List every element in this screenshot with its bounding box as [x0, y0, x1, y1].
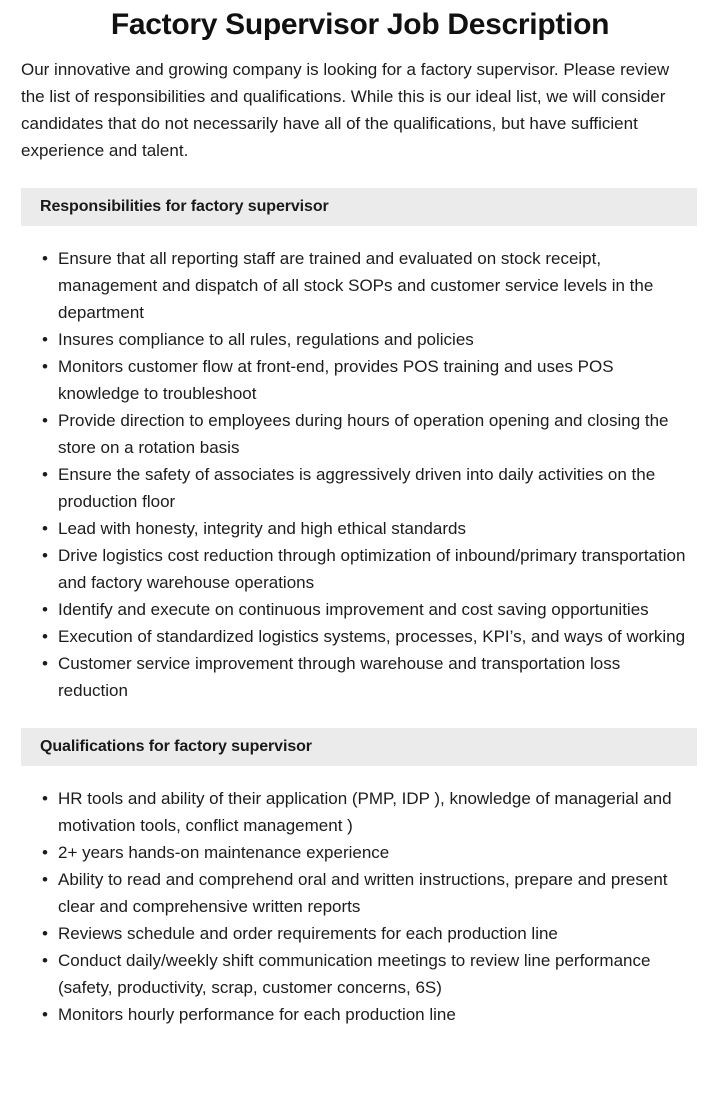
bullet-icon: •	[42, 870, 48, 889]
list-item	[0, 245, 690, 326]
bullet-icon: •	[42, 465, 48, 484]
bullet-icon: •	[42, 411, 48, 430]
list-item	[0, 461, 690, 515]
intro-paragraph: Our innovative and growing company is looking for a factory supervisor. Please review the list of responsibilities and qualifications. While this is our ideal list, we will consider candidates that do not necessarily have all of the qualifications, but have sufficient experience and talent.	[21, 60, 670, 160]
responsibilities-list	[0, 226, 720, 704]
list-item-text: Ensure that all reporting staff are trained and evaluated on stock receipt, management and dispatch of all stock SOPs and customer service levels in the department	[58, 249, 654, 322]
list-item	[0, 839, 690, 866]
list-item	[0, 785, 690, 839]
bullet-icon: •	[42, 249, 48, 268]
page-title: Factory Supervisor Job Description	[110, 8, 610, 41]
list-item-text: Identify and execute on continuous improvement and cost saving opportunities	[58, 600, 649, 619]
list-item-text: 2+ years hands-on maintenance experience	[58, 843, 390, 862]
list-item	[0, 1001, 690, 1028]
list-item	[0, 326, 690, 353]
list-item	[0, 542, 690, 596]
page-bottom-spacer	[0, 1028, 720, 1050]
list-item-text: Customer service improvement through warehouse and transportation loss reduction	[58, 654, 621, 700]
list-item-text: Ability to read and comprehend oral and written instructions, prepare and present clear and comprehensive written reports	[58, 870, 668, 916]
list-item	[0, 407, 690, 461]
list-item-text: Drive logistics cost reduction through optimization of inbound/primary transportation and factory warehouse operations	[58, 546, 686, 592]
bullet-icon: •	[42, 789, 48, 808]
list-item-text: Execution of standardized logistics systems, processes, KPI’s, and ways of working	[58, 627, 686, 646]
bullet-icon: •	[42, 546, 48, 565]
bullet-icon: •	[42, 627, 48, 646]
bullet-icon: •	[42, 1005, 48, 1024]
list-item-text: Conduct daily/weekly shift communication meetings to review line performance (safety, productivity, scrap, customer concerns, 6S)	[58, 951, 651, 997]
list-item	[0, 920, 690, 947]
bullet-icon: •	[42, 330, 48, 349]
bullet-icon: •	[42, 654, 48, 673]
list-item	[0, 866, 690, 920]
bullet-icon: •	[42, 600, 48, 619]
list-item-text: Insures compliance to all rules, regulations and policies	[58, 330, 474, 349]
section-header-label: Responsibilities for factory supervisor	[40, 198, 329, 215]
list-item	[0, 623, 690, 650]
section-responsibilities	[0, 188, 720, 704]
section-header-label: Qualifications for factory supervisor	[40, 738, 312, 755]
bullet-icon: •	[42, 924, 48, 943]
bullet-icon: •	[42, 951, 48, 970]
list-item-text: HR tools and ability of their application (PMP, IDP ), knowledge of managerial and motivation tools, conflict management )	[58, 789, 672, 835]
list-item-text: Provide direction to employees during hours of operation opening and closing the store on a rotation basis	[58, 411, 669, 457]
list-item-text: Monitors hourly performance for each production line	[58, 1005, 456, 1024]
list-item	[0, 353, 690, 407]
bullet-icon: •	[42, 519, 48, 538]
list-item-text: Ensure the safety of associates is aggressively driven into daily activities on the production floor	[58, 465, 656, 511]
list-item-text: Monitors customer flow at front-end, provides POS training and uses POS knowledge to troubleshoot	[58, 357, 614, 403]
bullet-icon: •	[42, 357, 48, 376]
list-item-text: Lead with honesty, integrity and high ethical standards	[58, 519, 466, 538]
list-item	[0, 650, 690, 704]
list-item	[0, 515, 690, 542]
section-qualifications	[0, 728, 720, 1028]
section-header-responsibilities	[21, 188, 697, 226]
list-item-text: Reviews schedule and order requirements for each production line	[58, 924, 558, 943]
list-item	[0, 947, 690, 1001]
section-header-qualifications	[21, 728, 697, 766]
bullet-icon: •	[42, 843, 48, 862]
list-item	[0, 596, 690, 623]
qualifications-list	[0, 766, 720, 1028]
